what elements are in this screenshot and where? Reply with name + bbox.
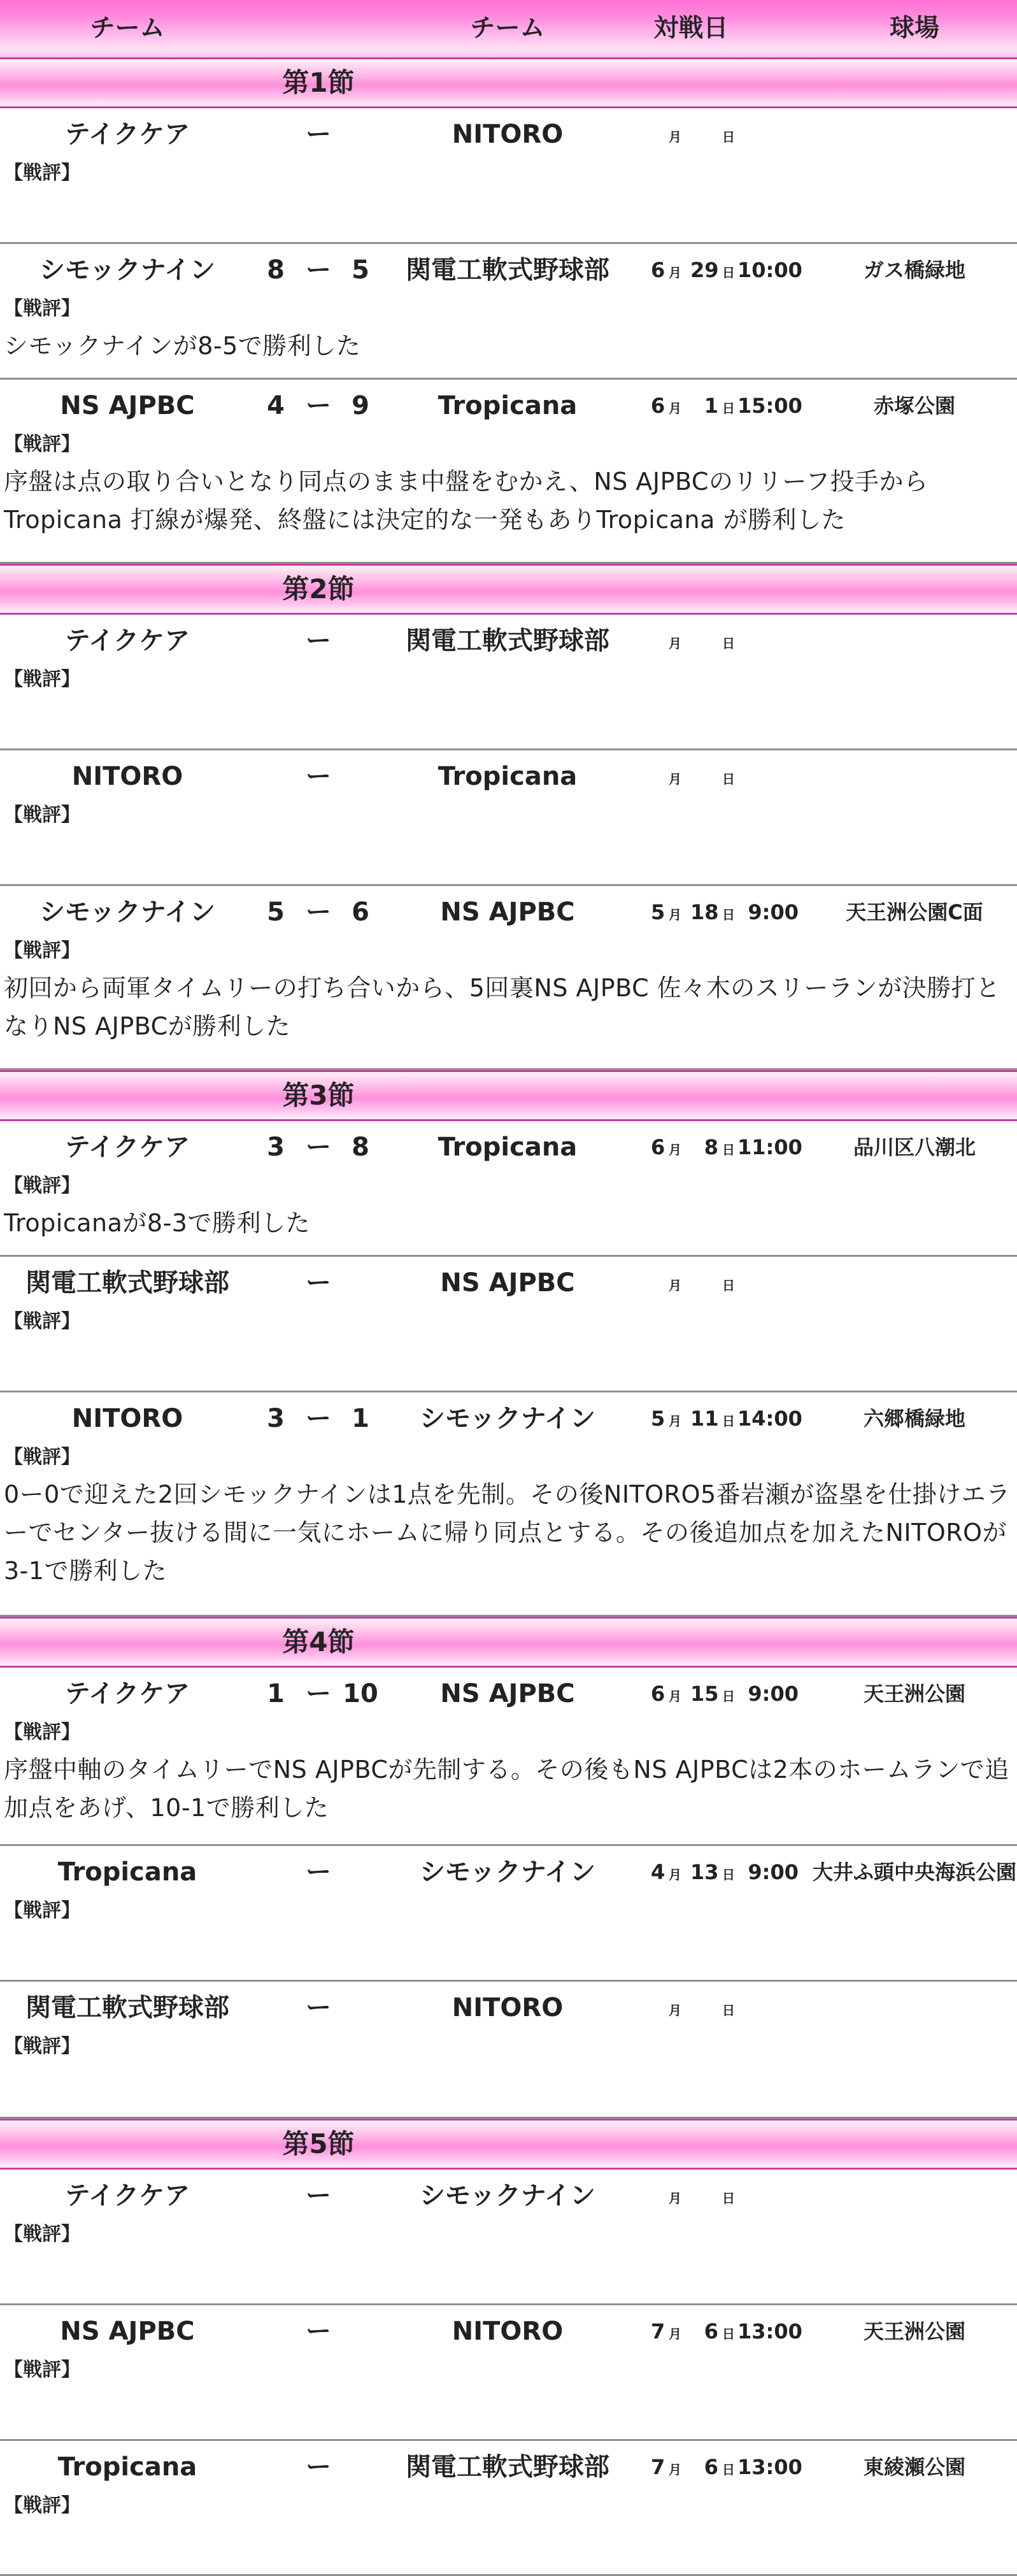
match-date <box>651 254 802 286</box>
month-unit: 月 <box>669 1867 681 1882</box>
match-time: 11:00 <box>737 1135 802 1159</box>
venue-name: 六郷橋緑地 <box>863 1406 966 1431</box>
match-date <box>651 896 799 928</box>
team2-name: シモックナイン <box>420 1857 595 1887</box>
month-value: 5 <box>651 900 665 924</box>
day-value: 8 <box>704 1135 718 1159</box>
month-unit: 月 <box>669 2191 681 2206</box>
team1-name: Tropicana <box>57 2452 197 2482</box>
section-header <box>0 564 1017 615</box>
score-team1: 8 <box>267 255 285 285</box>
team1-name: テイクケア <box>64 1679 190 1708</box>
header-team1: チーム <box>90 14 165 43</box>
venue-name: 大井ふ頭中央海浜公園 <box>812 1860 1017 1884</box>
match-row <box>0 2441 1017 2576</box>
section-header <box>0 2119 1017 2170</box>
day-value: 13 <box>690 1860 719 1884</box>
team2-name: 関電工軟式野球部 <box>406 255 609 285</box>
score-dash: ー <box>306 391 331 420</box>
review-text: 0ー0で迎えた2回シモックナインは1点を先制。その後NITORO5番岩瀬が盗塁を仕掛けエラーでセンター抜ける間に一気にホームに帰り同点とする。その後追加点を加えたNITOROが3-1で勝利した <box>4 1480 1011 1585</box>
day-unit: 日 <box>722 129 735 145</box>
match-row <box>0 108 1017 244</box>
match-time: 13:00 <box>737 2319 802 2343</box>
review-label: 【戦評】 <box>4 804 80 826</box>
team2-name: Tropicana <box>437 762 578 791</box>
match-time: 14:00 <box>737 1406 802 1431</box>
team1-name: シモックナイン <box>39 255 215 285</box>
team1-name: シモックナイン <box>39 898 215 927</box>
day-unit: 日 <box>722 2003 735 2018</box>
day-value: 6 <box>704 2319 718 2343</box>
match-date <box>651 1131 802 1163</box>
header-team2: チーム <box>470 14 545 43</box>
team1-name: テイクケア <box>64 626 190 655</box>
match-date <box>651 761 799 792</box>
month-unit: 月 <box>669 2462 681 2477</box>
venue-name: 天王洲公園C面 <box>846 900 983 924</box>
month-value: 5 <box>651 1406 665 1431</box>
team1-name: テイクケア <box>64 2181 190 2210</box>
review-label: 【戦評】 <box>4 433 80 455</box>
team1-name: Tropicana <box>57 1857 197 1887</box>
venue-name: 赤塚公園 <box>873 394 956 418</box>
team2-name: シモックナイン <box>420 1404 595 1433</box>
day-value: 15 <box>690 1682 719 1706</box>
month-unit: 月 <box>669 129 681 145</box>
section-header <box>0 57 1017 108</box>
match-date <box>651 2180 799 2212</box>
team1-name: NS AJPBC <box>60 391 195 420</box>
review-label: 【戦評】 <box>4 297 80 320</box>
day-value: 18 <box>690 900 719 924</box>
venue-name: 品川区八潮北 <box>853 1135 976 1159</box>
score-dash: ー <box>306 898 331 927</box>
month-unit: 月 <box>669 1413 681 1429</box>
match-row <box>0 1257 1017 1392</box>
month-unit: 月 <box>669 1142 681 1157</box>
day-value: 6 <box>704 2455 718 2479</box>
match-row <box>0 380 1017 564</box>
score-dash: ー <box>306 762 331 791</box>
score-dash: ー <box>306 120 331 149</box>
score-dash: ー <box>306 1993 331 2022</box>
review-text: 序盤中軸のタイムリーでNS AJPBCが先制する。その後もNS AJPBCは2本のホームランで追加点をあげ、10-1で勝利した <box>4 1756 1009 1822</box>
match-row <box>0 886 1017 1070</box>
month-unit: 月 <box>669 907 681 922</box>
review-label: 【戦評】 <box>4 2223 80 2245</box>
review-label: 【戦評】 <box>4 1310 80 1333</box>
match-date <box>651 118 799 150</box>
venue-name: ガス橋緑地 <box>863 258 966 282</box>
match-time: 9:00 <box>748 900 799 924</box>
section-header <box>0 1617 1017 1668</box>
score-team1: 3 <box>267 1133 285 1162</box>
team2-name: 関電工軟式野球部 <box>406 626 609 655</box>
review-label: 【戦評】 <box>4 2359 80 2381</box>
day-unit: 日 <box>722 2191 735 2206</box>
header-date: 対戦日 <box>653 14 729 43</box>
team1-name: テイクケア <box>64 1133 190 1162</box>
day-unit: 日 <box>722 1142 735 1157</box>
team1-name: NITORO <box>71 1404 183 1433</box>
score-team1: 4 <box>267 391 285 420</box>
score-team1: 5 <box>267 898 285 927</box>
match-row <box>0 2170 1017 2305</box>
month-unit: 月 <box>669 1689 681 1704</box>
match-date <box>651 1856 799 1888</box>
match-row <box>0 1392 1017 1617</box>
month-value: 7 <box>651 2455 665 2479</box>
team2-name: シモックナイン <box>420 2181 595 2210</box>
team2-name: Tropicana <box>437 1133 578 1162</box>
match-row <box>0 244 1017 380</box>
match-date <box>651 1992 799 2024</box>
score-team2: 10 <box>343 1679 378 1708</box>
score-dash: ー <box>306 1404 331 1433</box>
review-label: 【戦評】 <box>4 1721 80 1743</box>
day-unit: 日 <box>722 1689 735 1704</box>
score-dash: ー <box>306 2181 331 2210</box>
team2-name: Tropicana <box>437 391 578 420</box>
review-label: 【戦評】 <box>4 162 80 184</box>
day-unit: 日 <box>722 1413 735 1429</box>
review-label: 【戦評】 <box>4 2494 80 2517</box>
month-value: 6 <box>651 1682 665 1706</box>
day-unit: 日 <box>722 265 735 280</box>
month-value: 7 <box>651 2319 665 2343</box>
review-label: 【戦評】 <box>4 2035 80 2057</box>
team2-name: 関電工軟式野球部 <box>406 2452 609 2482</box>
match-row <box>0 2305 1017 2441</box>
day-unit: 日 <box>722 1278 735 1293</box>
score-dash: ー <box>306 1133 331 1162</box>
match-date <box>651 1678 799 1710</box>
section-title: 第5節 <box>282 2128 355 2159</box>
day-unit: 日 <box>722 2462 735 2477</box>
team2-name: NITORO <box>452 120 564 149</box>
match-row <box>0 1668 1017 1846</box>
score-team2: 5 <box>352 255 369 285</box>
review-label: 【戦評】 <box>4 1446 80 1468</box>
team2-name: NS AJPBC <box>440 1268 575 1298</box>
score-team2: 6 <box>352 898 369 927</box>
team1-name: 関電工軟式野球部 <box>25 1268 229 1298</box>
score-dash: ー <box>306 2317 331 2346</box>
match-time: 9:00 <box>748 1860 799 1884</box>
review-label: 【戦評】 <box>4 1900 80 1922</box>
month-unit: 月 <box>669 2003 681 2018</box>
day-unit: 日 <box>722 2326 735 2342</box>
match-time: 9:00 <box>748 1682 799 1706</box>
month-unit: 月 <box>669 636 681 651</box>
match-row <box>0 615 1017 750</box>
month-unit: 月 <box>669 401 681 416</box>
section-title: 第2節 <box>282 573 355 605</box>
month-value: 6 <box>651 394 665 418</box>
score-dash: ー <box>306 1268 331 1298</box>
day-unit: 日 <box>722 771 735 787</box>
review-text: シモックナインが8-5で勝利した <box>4 332 361 360</box>
score-team2: 1 <box>352 1404 369 1433</box>
day-value: 29 <box>690 258 719 282</box>
score-team2: 9 <box>352 391 369 420</box>
venue-name: 東綾瀬公園 <box>863 2455 966 2479</box>
month-unit: 月 <box>669 771 681 787</box>
month-value: 4 <box>651 1860 665 1884</box>
score-dash: ー <box>306 255 331 285</box>
match-time: 10:00 <box>737 258 802 282</box>
score-team2: 8 <box>352 1133 369 1162</box>
match-time: 13:00 <box>737 2455 802 2479</box>
day-unit: 日 <box>722 401 735 416</box>
team2-name: NS AJPBC <box>440 1679 575 1708</box>
month-unit: 月 <box>669 265 681 280</box>
team2-name: NS AJPBC <box>440 898 575 927</box>
score-team1: 1 <box>267 1679 285 1708</box>
day-unit: 日 <box>722 636 735 651</box>
review-label: 【戦評】 <box>4 940 80 962</box>
day-unit: 日 <box>722 907 735 922</box>
header-venue: 球場 <box>889 14 940 43</box>
review-label: 【戦評】 <box>4 668 80 691</box>
venue-name: 天王洲公園 <box>863 1682 966 1706</box>
team1-name: テイクケア <box>64 120 190 149</box>
match-date <box>651 2451 802 2483</box>
match-date <box>651 625 799 657</box>
review-label: 【戦評】 <box>4 1175 80 1197</box>
match-date <box>651 1267 799 1299</box>
score-dash: ー <box>306 1857 331 1887</box>
match-date <box>651 2315 802 2347</box>
section-title: 第4節 <box>282 1626 355 1657</box>
match-row <box>0 750 1017 886</box>
day-unit: 日 <box>722 1867 735 1882</box>
review-text: 序盤は点の取り合いとなり同点のまま中盤をむかえ、NS AJPBCのリリーフ投手からTropicana 打線が爆発、終盤には決定的な一発もありTropicana が勝利した <box>4 468 928 534</box>
review-text: Tropicanaが8-3で勝利した <box>4 1209 310 1237</box>
match-row <box>0 1982 1017 2119</box>
section-header <box>0 1070 1017 1121</box>
team1-name: NS AJPBC <box>60 2317 195 2346</box>
score-dash: ー <box>306 2452 331 2482</box>
score-team1: 3 <box>267 1404 285 1433</box>
section-title: 第3節 <box>282 1080 355 1111</box>
month-unit: 月 <box>669 1278 681 1293</box>
match-row <box>0 1846 1017 1982</box>
team2-name: NITORO <box>452 1993 564 2022</box>
match-date <box>651 1403 802 1435</box>
score-dash: ー <box>306 1679 331 1708</box>
review-text: 初回から両軍タイムリーの打ち合いから、5回裏NS AJPBC 佐々木のスリーランが決勝打となりNS AJPBCが勝利した <box>4 974 1000 1040</box>
match-date <box>651 390 802 422</box>
match-row <box>0 1121 1017 1257</box>
team2-name: NITORO <box>452 2317 564 2346</box>
team1-name: 関電工軟式野球部 <box>25 1993 229 2022</box>
score-dash: ー <box>306 626 331 655</box>
month-unit: 月 <box>669 2326 681 2342</box>
match-time: 15:00 <box>737 394 802 418</box>
section-title: 第1節 <box>282 67 355 98</box>
month-value: 6 <box>651 258 665 282</box>
month-value: 6 <box>651 1135 665 1159</box>
day-value: 11 <box>690 1406 719 1431</box>
day-value: 1 <box>704 394 718 418</box>
venue-name: 天王洲公園 <box>863 2319 966 2343</box>
team1-name: NITORO <box>71 762 183 791</box>
table-header <box>0 0 1017 59</box>
